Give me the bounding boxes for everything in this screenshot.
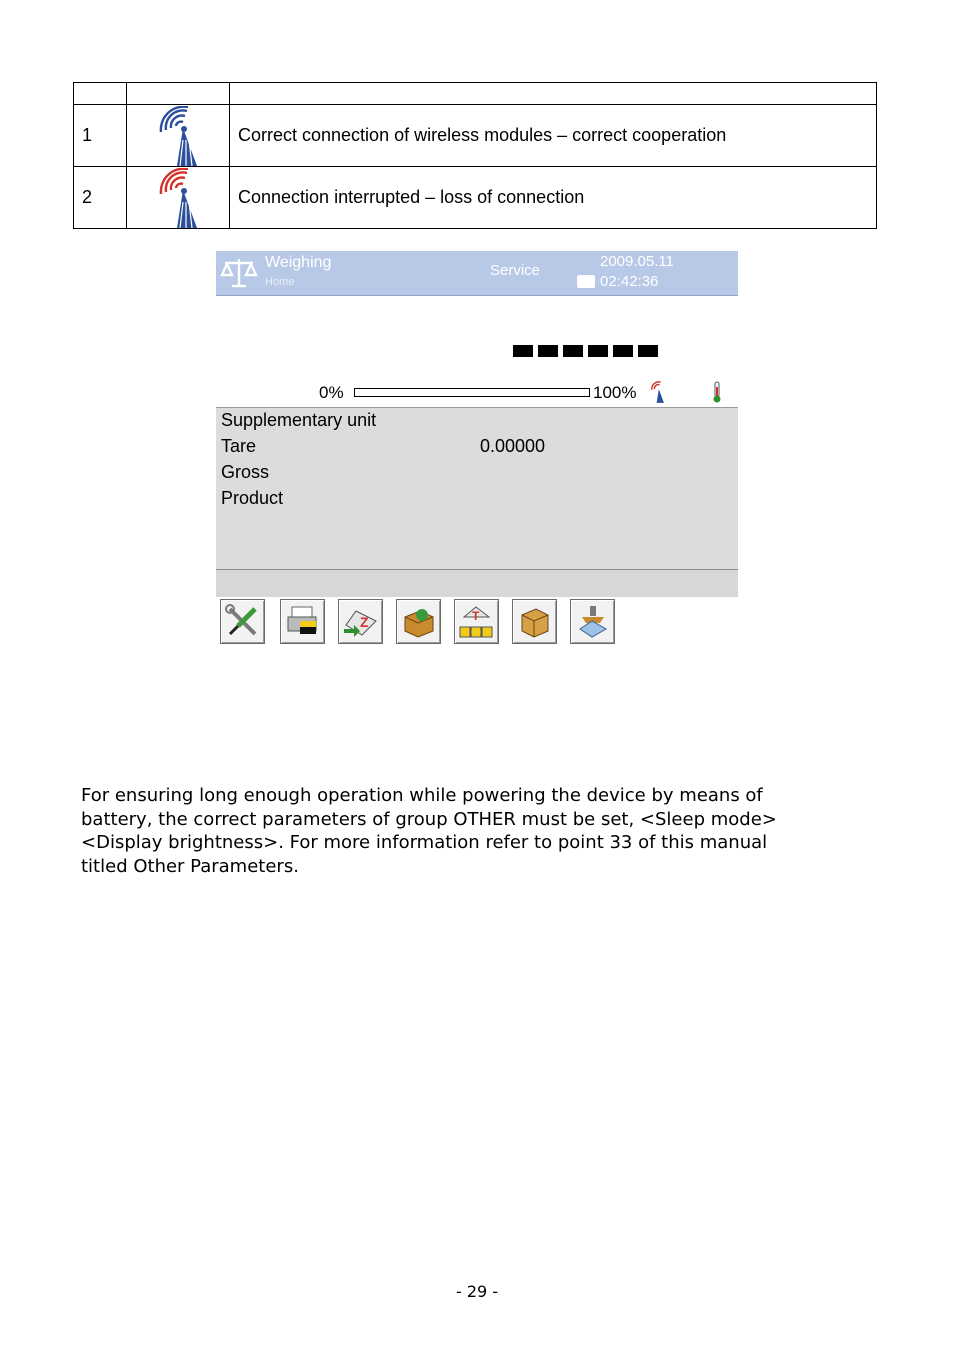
row-description: Correct connection of wireless modules – correct cooperation — [230, 105, 877, 167]
screen-title: Weighing — [265, 254, 332, 271]
tare-database-button[interactable] — [396, 599, 441, 644]
tare-keypad-icon — [458, 603, 495, 640]
info-panel — [216, 407, 738, 570]
svg-text:Z: Z — [360, 614, 369, 630]
wireless-connected-icon — [156, 106, 200, 166]
body-paragraph — [81, 784, 861, 878]
status-bar — [216, 569, 738, 597]
product-button[interactable] — [512, 599, 557, 644]
zero-icon — [342, 603, 379, 640]
user-name: Service — [490, 262, 541, 279]
print-button[interactable] — [280, 599, 325, 644]
table-row — [74, 167, 877, 229]
screen-header — [216, 251, 738, 296]
thermometer-icon — [712, 381, 722, 403]
calendar-icon — [577, 275, 595, 288]
weighing-pan-icon — [574, 603, 611, 640]
weighing-pan-button[interactable] — [570, 599, 615, 644]
screen-date: 2009.05.11 — [600, 253, 674, 270]
product-box-icon — [516, 603, 553, 640]
weight-display — [216, 296, 738, 407]
scale-min-label: 0% — [319, 383, 344, 402]
paragraph-line: battery, the correct parameters of group OTHER must be set, <Sleep mode> — [81, 808, 777, 830]
icon-legend-table — [73, 82, 877, 229]
table-header-row — [74, 83, 877, 105]
weight-value-dashes — [513, 345, 658, 357]
zero-button[interactable] — [338, 599, 383, 644]
scale-max-label: 100% — [593, 383, 637, 402]
wireless-interrupted-icon — [649, 381, 665, 403]
screen-time: 02:42:36 — [600, 273, 659, 290]
tare-value: 0.00000 — [480, 436, 546, 456]
info-label: Product — [221, 488, 284, 508]
info-label: Gross — [221, 462, 270, 482]
terminal-screen — [216, 251, 738, 596]
svg-text:T: T — [472, 609, 480, 623]
page-number: - 29 - — [455, 1282, 499, 1301]
printer-icon — [284, 603, 321, 640]
wireless-interrupted-icon — [156, 168, 200, 228]
balance-scale-icon — [220, 257, 258, 289]
table-row — [74, 105, 877, 167]
row-description: Connection interrupted – loss of connection — [230, 167, 877, 229]
load-bargraph — [354, 388, 590, 397]
settings-button[interactable] — [220, 599, 265, 644]
paragraph-line: For ensuring long enough operation while powering the device by means of — [81, 785, 763, 806]
tare-database-icon — [400, 603, 437, 640]
tare-keypad-button[interactable] — [454, 599, 499, 644]
row-number: 2 — [74, 167, 127, 229]
paragraph-line: <Display brightness>. For more information refer to point 33 of this manual — [81, 832, 768, 853]
row-number: 1 — [74, 105, 127, 167]
info-label: Tare — [221, 436, 257, 456]
screen-subtitle: Home — [265, 276, 295, 288]
paragraph-line: titled Other Parameters. — [81, 855, 299, 877]
info-label: Supplementary unit — [221, 410, 377, 430]
settings-tools-icon — [224, 603, 261, 640]
